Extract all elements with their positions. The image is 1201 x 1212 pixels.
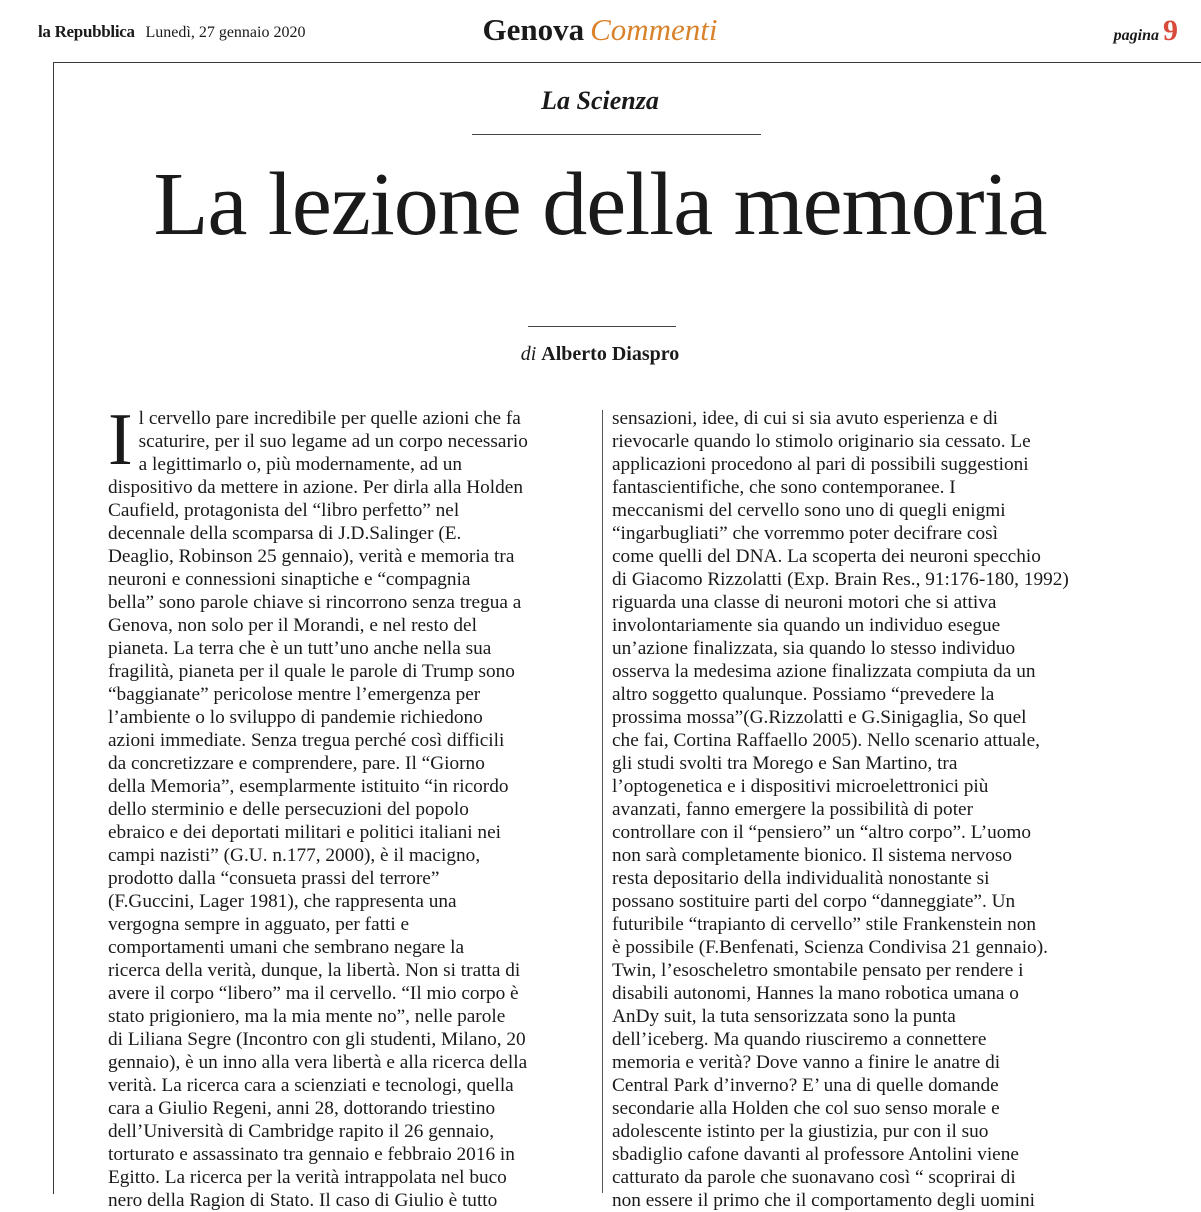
- text-line: dell’iceberg. Ma quando riusciremo a connettere: [612, 1029, 987, 1050]
- page-indicator: [1114, 14, 1178, 48]
- page-number: 9: [1163, 14, 1178, 47]
- text-line: ricerca della verità, dunque, la libertà. Non si tratta di: [108, 960, 521, 981]
- text-line: involontariamente sia quando un individuo esegue: [612, 615, 1001, 636]
- text-line: catturato da parole che suonavano così “ scoprirai di: [612, 1167, 1016, 1188]
- text-line: Genova, non solo per il Morandi, e nel resto del: [108, 615, 477, 636]
- text-line: Egitto. La ricerca per la verità intrappolata nel buco: [108, 1167, 507, 1188]
- text-line: è possibile (F.Benfenati, Scienza Condivisa 21 gennaio).: [612, 937, 1048, 958]
- text-line: cara a Giulio Regeni, anni 28, dottorando triestino: [108, 1098, 496, 1119]
- text-line: controllare con il “pensiero” un “altro corpo”. L’uomo: [612, 822, 1032, 843]
- text-line: torturato e assassinato tra gennaio e febbraio 2016 in: [108, 1144, 515, 1165]
- text-line: Deaglio, Robinson 25 gennaio), verità e memoria tra: [108, 546, 515, 567]
- text-line: di Liliana Segre (Incontro con gli studenti, Milano, 20: [108, 1029, 526, 1050]
- text-line: scaturire, per il suo legame ad un corpo necessario: [138, 431, 528, 452]
- text-line: sbadiglio cafone davanti al professore Antolini viene: [612, 1144, 1019, 1165]
- text-line: Caufield, protagonista del “libro perfetto” nel: [108, 500, 460, 521]
- text-line: gli studi svolti tra Morego e San Martino, tra: [612, 753, 958, 774]
- text-line: della Memoria”, esemplarmente istituito “in ricordo: [108, 776, 509, 797]
- masthead: [0, 0, 1200, 60]
- article-column-2: [612, 407, 1137, 1211]
- author-name: Alberto Diaspro: [541, 343, 680, 365]
- text-line: meccanismi del cervello sono uno di quegli enigmi: [612, 500, 1006, 521]
- article-column-1: [108, 399, 578, 1211]
- column-1-text: [108, 399, 578, 1212]
- text-line: possano sostituire parti del corpo “danneggiate”. Un: [612, 891, 1016, 912]
- drop-cap: I: [108, 399, 133, 481]
- text-line: un’azione finalizzata, sia quando lo stesso individuo: [612, 638, 1016, 659]
- column-divider: [602, 410, 603, 1193]
- text-line: futuribile “trapianto di cervello” stile Frankenstein non: [612, 914, 1037, 935]
- text-line: disabili autonomi, Hannes la mano robotica umana o: [612, 983, 1019, 1004]
- issue-date: Lunedì, 27 gennaio 2020: [145, 24, 306, 41]
- text-line: non essere il primo che il comportamento degli uomini: [612, 1190, 1036, 1211]
- text-line: “baggianate” pericolose mentre l’emergenza per: [108, 684, 481, 705]
- text-line: altro soggetto qualunque. Possiamo “prevedere la: [612, 684, 995, 705]
- text-line: secondarie alla Holden che col suo senso morale e: [612, 1098, 1000, 1119]
- text-line: nero della Ragion di Stato. Il caso di Giulio è tutto: [108, 1190, 498, 1211]
- byline: [0, 343, 1200, 366]
- text-line: che fai, Cortina Raffaello 2005). Nello scenario attuale,: [612, 730, 1040, 751]
- text-line: dispositivo da mettere in azione. Per dirla alla Holden: [108, 477, 523, 498]
- text-line: adolescente istinto per la giustizia, pur con il suo: [612, 1121, 989, 1142]
- text-line: azioni immediate. Senza tregua perché così difficili: [108, 730, 505, 751]
- text-line: applicazioni procedono al pari di possibili suggestioni: [612, 454, 1029, 475]
- text-line: pianeta. La terra che è un tutt’uno anche nella sua: [108, 638, 492, 659]
- text-line: gennaio), è un inno alla vera libertà e alla ricerca della: [108, 1052, 528, 1073]
- text-line: l’optogenetica e i dispositivi microelettronici più: [612, 776, 989, 797]
- newspaper-logo: la Repubblica: [38, 22, 135, 41]
- column-2-text: [612, 407, 1137, 1212]
- text-line: dell’Università di Cambridge rapito il 26 gennaio,: [108, 1121, 495, 1142]
- text-line: prossima mossa”(G.Rizzolatti e G.Sinigaglia, So quel: [612, 707, 1027, 728]
- text-line: a legittimarlo o, più modernamente, ad un: [138, 454, 463, 475]
- text-line: resta depositario della individualità nonostante si: [612, 868, 990, 889]
- text-line: sensazioni, idee, di cui si sia avuto esperienza e di: [612, 408, 999, 429]
- text-line: non sarà completamente bionico. Il sistema nervoso: [612, 845, 1012, 866]
- article-kicker: La Scienza: [541, 86, 659, 115]
- city-edition: Genova: [482, 12, 585, 47]
- text-line: rievocarle quando lo stimolo originario sia cessato. Le: [612, 431, 1031, 452]
- page-label: pagina: [1113, 27, 1159, 44]
- text-line: avere il corpo “libero” ma il cervello. “Il mio corpo è: [108, 983, 519, 1004]
- text-line: Central Park d’inverno? E’ una di quelle domande: [612, 1075, 999, 1096]
- byline-prefix: di: [520, 343, 537, 365]
- text-line: dello sterminio e delle persecuzioni del popolo: [108, 799, 469, 820]
- text-line: come quelli del DNA. La scoperta dei neuroni specchio: [612, 546, 1041, 567]
- text-line: decennale della scomparsa di J.D.Salinger (E.: [108, 523, 462, 544]
- text-line: riguarda una classe di neuroni motori che si attiva: [612, 592, 997, 613]
- text-line: osserva la medesima azione finalizzata compiuta da un: [612, 661, 1036, 682]
- text-line: fantascientifiche, che sono contemporanee. I: [612, 477, 956, 498]
- text-line: l cervello pare incredibile per quelle azioni che fa: [138, 408, 521, 429]
- article-headline: La lezione della memoria: [153, 155, 1047, 254]
- text-line: prodotto dalla “consueta prassi del terrore”: [108, 868, 440, 889]
- text-line: ebraico e dei deportati militari e politici italiani nei: [108, 822, 501, 843]
- text-line: di Giacomo Rizzolatti (Exp. Brain Res., 91:176-180, 1992): [612, 569, 1069, 590]
- text-line: stato prigioniero, ma la mia mente no”, nelle parole: [108, 1006, 506, 1027]
- text-line: AnDy suit, la tuta sensorizzata sono la punta: [612, 1006, 956, 1027]
- text-line: comportamenti umani che sembrano negare la: [108, 937, 465, 958]
- text-line: memoria e verità? Dove vanno a finire le anatre di: [612, 1052, 1001, 1073]
- text-line: vergogna sempre in agguato, per fatti e: [108, 914, 410, 935]
- section-header: [0, 12, 1200, 48]
- kicker-divider: [472, 134, 761, 135]
- text-line: neuroni e connessioni sinaptiche e “compagnia: [108, 569, 471, 590]
- text-line: l’ambiente o lo sviluppo di pandemie richiedono: [108, 707, 483, 728]
- text-line: fragilità, pianeta per il quale le parole di Trump sono: [108, 661, 515, 682]
- text-line: Twin, l’esoscheletro smontabile pensato per rendere i: [612, 960, 1024, 981]
- text-line: avanzati, fanno emergere la possibilità di poter: [612, 799, 974, 820]
- text-line: verità. La ricerca cara a scienziati e tecnologi, quella: [108, 1075, 514, 1096]
- text-line: “ingarbugliati” che vorremmo poter decifrare così: [612, 523, 998, 544]
- text-line: (F.Guccini, Lager 1981), che rappresenta una: [108, 891, 457, 912]
- text-line: bella” sono parole chiave si rincorrono senza tregua a: [108, 592, 522, 613]
- text-line: da concretizzare e comprendere, pare. Il “Giorno: [108, 753, 485, 774]
- text-line: campi nazisti” (G.U. n.177, 2000), è il macigno,: [108, 845, 481, 866]
- section-name: Commenti: [590, 12, 718, 47]
- headline-divider: [528, 326, 676, 327]
